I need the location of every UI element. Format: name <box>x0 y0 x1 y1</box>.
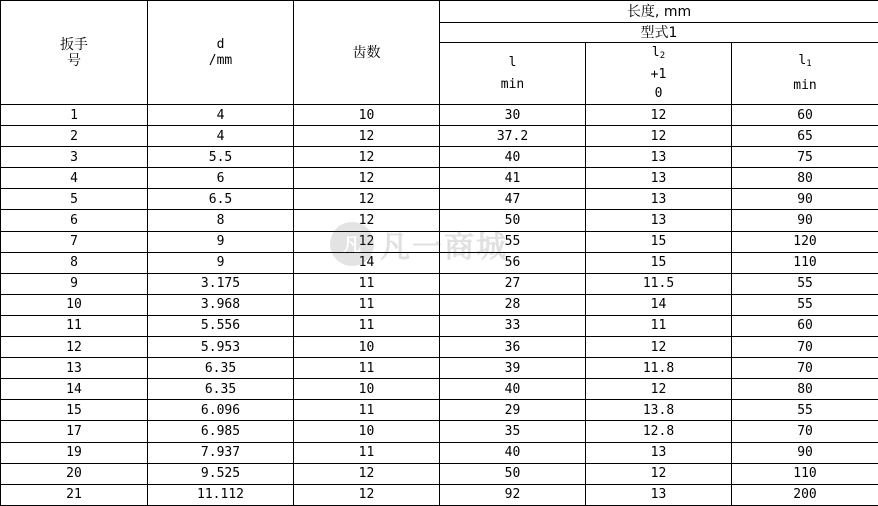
cell-l2-value: 12 <box>586 379 732 400</box>
cell-l2-value: 15 <box>586 252 732 273</box>
cell-l-min: 35 <box>440 421 586 442</box>
cell-l1-min: 90 <box>732 189 878 210</box>
cell-wrench-number: 2 <box>1 126 148 147</box>
cell-teeth-count: 12 <box>294 210 440 231</box>
cell-l1-min: 80 <box>732 379 878 400</box>
cell-l-min: 50 <box>440 210 586 231</box>
cell-l2-value: 13 <box>586 484 732 505</box>
cell-d-value: 6.35 <box>148 358 294 379</box>
cell-d-value: 3.968 <box>148 294 294 315</box>
header-length-label: 长度, mm <box>626 3 692 20</box>
cell-wrench-number: 19 <box>1 442 148 463</box>
cell-l1-min: 70 <box>732 358 878 379</box>
cell-l1-min: 55 <box>732 273 878 294</box>
table-row <box>1 337 878 358</box>
cell-l1-min: 90 <box>732 210 878 231</box>
table-row <box>1 126 878 147</box>
cell-wrench-number: 17 <box>1 421 148 442</box>
cell-l-min: 30 <box>440 105 586 126</box>
table-row <box>1 189 878 210</box>
cell-l2-value: 14 <box>586 294 732 315</box>
cell-d-value: 6.096 <box>148 400 294 421</box>
cell-wrench-number: 13 <box>1 358 148 379</box>
cell-d-value: 6.985 <box>148 421 294 442</box>
table-row <box>1 421 878 442</box>
cell-l1-min: 55 <box>732 400 878 421</box>
cell-l2-value: 12 <box>586 126 732 147</box>
header-l1-subscript: 1 <box>806 59 812 69</box>
cell-teeth-count: 12 <box>294 147 440 168</box>
cell-d-value: 9.525 <box>148 463 294 484</box>
cell-l1-min: 200 <box>732 484 878 505</box>
cell-l2-value: 13 <box>586 210 732 231</box>
cell-wrench-number: 7 <box>1 231 148 252</box>
cell-wrench-number: 21 <box>1 484 148 505</box>
cell-wrench-number: 3 <box>1 147 148 168</box>
cell-teeth-count: 12 <box>294 126 440 147</box>
cell-teeth-count: 14 <box>294 252 440 273</box>
cell-teeth-count: 12 <box>294 463 440 484</box>
cell-l2-value: 13 <box>586 168 732 189</box>
cell-l-min: 36 <box>440 337 586 358</box>
cell-teeth-count: 10 <box>294 421 440 442</box>
table-row <box>1 358 878 379</box>
header-l2-subscript: 2 <box>659 51 666 61</box>
cell-wrench-number: 1 <box>1 105 148 126</box>
cell-d-value: 8 <box>148 210 294 231</box>
table-row <box>1 105 878 126</box>
cell-l-min: 33 <box>440 315 586 336</box>
header-l-symbol: l <box>508 54 517 70</box>
table-row <box>1 273 878 294</box>
cell-wrench-number: 12 <box>1 337 148 358</box>
header-l2 <box>586 43 732 105</box>
cell-teeth-count: 12 <box>294 189 440 210</box>
header-l1-symbol <box>732 53 878 72</box>
table-row <box>1 315 878 336</box>
cell-d-value: 5.953 <box>148 337 294 358</box>
cell-l2-value: 11 <box>586 315 732 336</box>
cell-l1-min: 75 <box>732 147 878 168</box>
cell-wrench-number: 8 <box>1 252 148 273</box>
cell-teeth-count: 11 <box>294 315 440 336</box>
cell-l2-value: 13 <box>586 442 732 463</box>
cell-wrench-number: 11 <box>1 315 148 336</box>
header-type-label: 型式1 <box>640 24 678 41</box>
cell-teeth-count: 10 <box>294 337 440 358</box>
table-row <box>1 484 878 505</box>
table-row <box>1 210 878 231</box>
cell-l-min: 40 <box>440 379 586 400</box>
table-row <box>1 252 878 273</box>
cell-d-value: 3.175 <box>148 273 294 294</box>
cell-d-value: 6 <box>148 168 294 189</box>
cell-teeth-count: 12 <box>294 484 440 505</box>
header-l2-tol-upper: +1 <box>650 67 667 82</box>
header-length <box>440 1 878 23</box>
cell-l-min: 27 <box>440 273 586 294</box>
table-row <box>1 147 878 168</box>
table-row <box>1 442 878 463</box>
cell-teeth-count: 11 <box>294 294 440 315</box>
header-wrench-number <box>1 1 148 105</box>
cell-l2-value: 12 <box>586 105 732 126</box>
header-wrench-number-line2: 号 <box>67 52 81 69</box>
table-row <box>1 463 878 484</box>
cell-l1-min: 90 <box>732 442 878 463</box>
header-type <box>440 23 878 43</box>
cell-l-min: 41 <box>440 168 586 189</box>
cell-teeth-count: 11 <box>294 358 440 379</box>
header-l1-min: min <box>793 78 817 93</box>
cell-d-value: 4 <box>148 105 294 126</box>
cell-teeth-count: 11 <box>294 400 440 421</box>
cell-l2-value: 13 <box>586 147 732 168</box>
cell-wrench-number: 4 <box>1 168 148 189</box>
cell-l-min: 56 <box>440 252 586 273</box>
cell-l2-value: 11.8 <box>586 358 732 379</box>
cell-l1-min: 70 <box>732 337 878 358</box>
cell-teeth-count: 10 <box>294 379 440 400</box>
cell-wrench-number: 14 <box>1 379 148 400</box>
header-teeth-label: 齿数 <box>352 44 381 61</box>
cell-d-value: 11.112 <box>148 484 294 505</box>
cell-l1-min: 80 <box>732 168 878 189</box>
cell-l-min: 92 <box>440 484 586 505</box>
cell-wrench-number: 5 <box>1 189 148 210</box>
cell-d-value: 4 <box>148 126 294 147</box>
cell-wrench-number: 20 <box>1 463 148 484</box>
cell-teeth-count: 10 <box>294 105 440 126</box>
table-body <box>1 105 878 506</box>
cell-l2-value: 13.8 <box>586 400 732 421</box>
cell-d-value: 9 <box>148 252 294 273</box>
cell-l-min: 39 <box>440 358 586 379</box>
cell-d-value: 7.937 <box>148 442 294 463</box>
cell-wrench-number: 9 <box>1 273 148 294</box>
cell-l2-value: 15 <box>586 231 732 252</box>
cell-l-min: 47 <box>440 189 586 210</box>
cell-d-value: 6.35 <box>148 379 294 400</box>
cell-teeth-count: 11 <box>294 273 440 294</box>
header-d-unit: /mm <box>208 52 233 68</box>
header-l1 <box>732 43 878 105</box>
cell-l2-value: 13 <box>586 189 732 210</box>
cell-teeth-count: 12 <box>294 231 440 252</box>
table-row <box>1 400 878 421</box>
header-l-min: min <box>500 76 525 92</box>
table-row <box>1 294 878 315</box>
cell-l2-value: 12.8 <box>586 421 732 442</box>
cell-d-value: 5.5 <box>148 147 294 168</box>
cell-l-min: 29 <box>440 400 586 421</box>
watermark-logo-icon: 凡 <box>330 222 374 266</box>
cell-wrench-number: 15 <box>1 400 148 421</box>
cell-l1-min: 65 <box>732 126 878 147</box>
cell-l1-min: 120 <box>732 231 878 252</box>
table-row <box>1 379 878 400</box>
header-l2-tol-lower: 0 <box>654 86 663 101</box>
header-l1-letter: l <box>798 53 807 68</box>
cell-l1-min: 110 <box>732 463 878 484</box>
cell-l1-min: 55 <box>732 294 878 315</box>
header-l2-letter: l <box>651 45 660 60</box>
cell-l2-value: 12 <box>586 337 732 358</box>
cell-d-value: 5.556 <box>148 315 294 336</box>
table-row <box>1 231 878 252</box>
cell-l1-min: 110 <box>732 252 878 273</box>
header-d-symbol: d <box>216 36 225 52</box>
cell-wrench-number: 10 <box>1 294 148 315</box>
header-wrench-number-line1: 扳手 <box>60 36 88 53</box>
watermark-text: 凡一商城 <box>380 230 508 265</box>
cell-l-min: 28 <box>440 294 586 315</box>
cell-l-min: 40 <box>440 442 586 463</box>
header-d <box>148 1 294 105</box>
header-teeth <box>294 1 440 105</box>
cell-teeth-count: 12 <box>294 168 440 189</box>
header-l2-symbol <box>586 45 731 64</box>
cell-l1-min: 60 <box>732 315 878 336</box>
cell-wrench-number: 6 <box>1 210 148 231</box>
table-row <box>1 168 878 189</box>
cell-l2-value: 11.5 <box>586 273 732 294</box>
cell-l-min: 55 <box>440 231 586 252</box>
cell-l1-min: 70 <box>732 421 878 442</box>
cell-d-value: 6.5 <box>148 189 294 210</box>
cell-l-min: 37.2 <box>440 126 586 147</box>
cell-l-min: 40 <box>440 147 586 168</box>
cell-teeth-count: 11 <box>294 442 440 463</box>
cell-l-min: 50 <box>440 463 586 484</box>
cell-l1-min: 60 <box>732 105 878 126</box>
header-l <box>440 43 586 105</box>
cell-d-value: 9 <box>148 231 294 252</box>
cell-l2-value: 12 <box>586 463 732 484</box>
